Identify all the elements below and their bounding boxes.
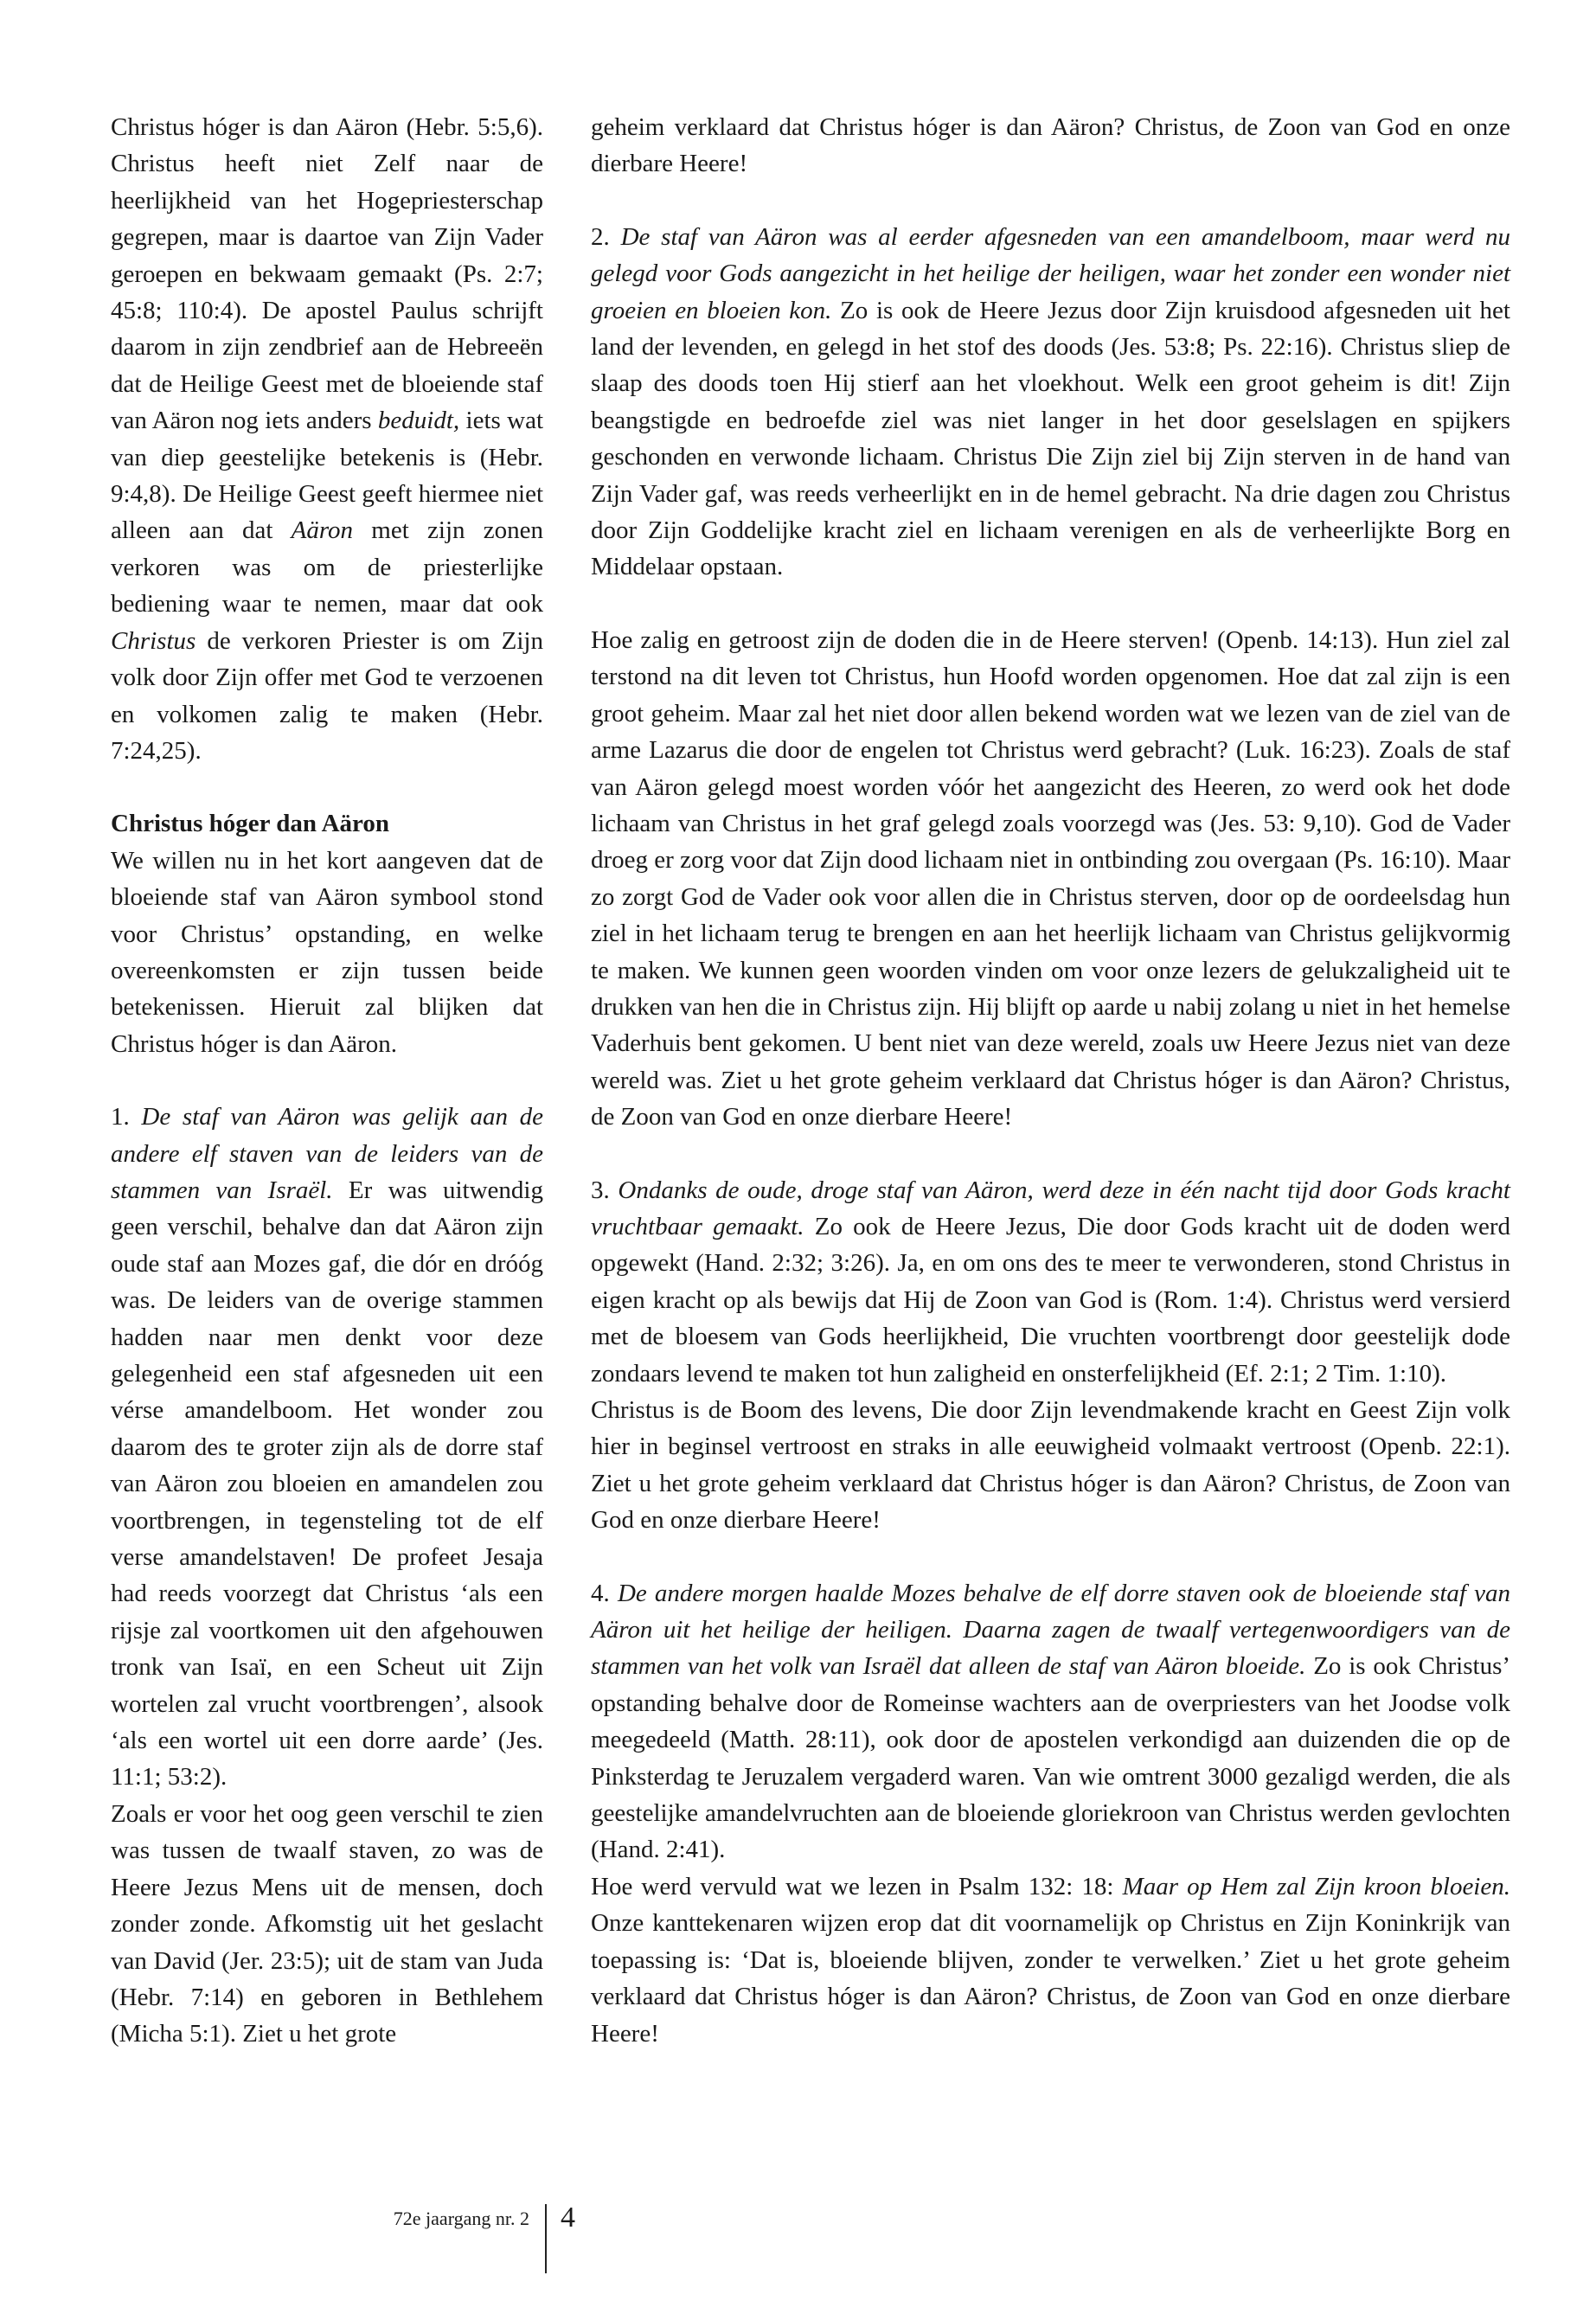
left-column (111, 109, 543, 2053)
point-4: 4. De andere morgen haalde Mozes behalve de elf dorre staven ook de bloeiende staf van Aäron uit het heilige der heiligen. Daarna zagen de twaalf vertegenwoordigers van de stammen van het volk van Israël dat alleen de staf van Aäron bloeide. Zo is ook Christus’ opstanding behalve door de Romeinse wachters aan de overpriesters van het Joodse volk meegedeeld (Matth. 28:11), ook door de apostelen verkondigd aan duizenden die op de Pinksterdag te Jeruzalem vergaderd waren. Van wie omtrent 3000 gezaligd werden, die als geestelijke amandelvruchten aan de bloeiende gloriekroon van Christus werden gevlochten (Hand. 2:41). (591, 1579, 1511, 1864)
paragraph-overview: We willen nu in het kort aangeven dat de bloeiende staf van Aäron symbool stond voor Christus’ opstanding, en welke overeenkomsten er zijn tussen beide betekenissen. Hieruit zal blijken dat Christus hóger is dan Aäron. (111, 846, 543, 1058)
paragraph-continuation: geheim verklaard dat Christus hóger is dan Aäron? Christus, de Zoon van God en onze dierbare Heere! (591, 113, 1510, 178)
point-2: 2. De staf van Aäron was al eerder afgesneden van een amandelboom, maar werd nu gelegd voor Gods aangezicht in het heilige der heiligen, waar het zonder een wonder niet groeien en bloeien kon. Zo is ook de Heere Jezus door Zijn kruisdood afgesneden uit het land der levenden, en gelegd in het stof des doods (Jes. 53:8; Ps. 22:16). Christus sliep de slaap des doods toen Hij stierf aan het vloekhout. Welk een groot geheim is dit! Zijn beangstigde en bedroefde ziel was niet langer in het door geselslagen en spijkers geschonden en verwonde lichaam. Christus Die Zijn ziel bij Zijn sterven in de hand van Zijn Vader gaf, was reeds verheerlijkt en in de hemel gebracht. Na drie dagen zou Christus door Zijn Goddelijke kracht ziel en lichaam verenigen en als de verheerlijkte Borg en Middelaar opstaan. (591, 222, 1511, 581)
issue-label: 72e jaargang nr. 2 (393, 2208, 529, 2229)
paragraph-twelve-staves: Zoals er voor het oog geen verschil te zien was tussen de twaalf staven, zo was de Heere Jezus Mens uit de mensen, doch zonder zonde. Afkomstig uit het geslacht van David (Jer. 23:5); uit de stam van Juda (Hebr. 7:14) en geboren in Bethlehem (Micha 5:1). Ziet u het grote (111, 1799, 543, 2048)
paragraph-blessed-dead: Hoe zalig en getroost zijn de doden die in de Heere sterven! (Openb. 14:13). Hun ziel zal terstond na dit leven tot Christus, hun Hoofd worden opgenomen. Hoe dat zal zijn is een groot geheim. Maar zal het niet door allen bekend worden wat we lezen van de ziel van de arme Lazarus die door de engelen tot Christus werd gebracht? (Luk. 16:23). Zoals de staf van Aäron gelegd moest worden vóór het aangezicht des Heeren, zo werd ook het dode lichaam van Christus in het graf gelegd zoals voorzegd was (Jes. 53: 9,10). God de Vader droeg er zorg voor dat Zijn dood lichaam niet in ontbinding zou overgaan (Ps. 16:10). Maar zo zorgt God de Vader ook voor allen die in Christus sterven, door op de oordeelsdag hun ziel in het lichaam terug te brengen en aan het heerlijk lichaam van Christus gelijkvormig te maken. We kunnen geen woorden vinden om voor onze lezers de gelukzaligheid uit te drukken van hen die in Christus zijn. Hij blijft op aarde u nabij zolang u niet in het hemelse Vaderhuis bent gekomen. U bent niet van deze wereld, zoals uw Heere Jezus niet van deze wereld was. Ziet u het grote geheim verklaard dat Christus hóger is dan Aäron? Christus, de Zoon van God en onze dierbare Heere! (591, 625, 1510, 1131)
paragraph-tree-of-life: Christus is de Boom des levens, Die door Zijn levendmakende kracht en Geest Zijn volk hier in beginsel vertroost en straks in alle eeuwigheid volmaakt vertroost (Openb. 22:1). Ziet u het grote geheim verklaard dat Christus hóger is dan Aäron? Christus, de Zoon van God en onze dierbare Heere! (591, 1396, 1510, 1535)
section-heading: Christus hóger dan Aäron (111, 810, 390, 838)
paragraph-intro: Christus hóger is dan Aäron (Hebr. 5:5,6). Christus heeft niet Zelf naar de heerlijkheid van het Hogepriesterschap gegrepen, maar is daartoe van Zijn Vader geroepen en bekwaam gemaakt (Ps. 2:7; 45:8; 110:4). De apostel Paulus schrijft daarom in zijn zendbrief aan de Hebreeën dat de Heilige Geest met de bloeiende staf van Aäron nog iets anders beduidt, iets wat van diep geestelijke betekenis is (Hebr. 9:4,8). De Heilige Geest geeft hiermee niet alleen aan dat Aäron met zijn zonen verkoren was om de priesterlijke bediening waar te nemen, maar dat ook Christus de verkoren Priester is om Zijn volk door Zijn offer met God te verzoenen en volkomen zalig te maken (Hebr. 7:24,25). (111, 113, 543, 765)
page-footer (0, 2204, 1596, 2273)
page-number: 4 (561, 2202, 575, 2234)
point-3: 3. Ondanks de oude, droge staf van Aäron, werd deze in één nacht tijd door Gods kracht vruchtbaar gemaakt. Zo ook de Heere Jezus, Die door Gods kracht uit de doden werd opgewekt (Hand. 2:32; 3:26). Ja, en om ons des te meer te verwonderen, stond Christus in eigen kracht op als bewijs dat Hij de Zoon van God is (Rom. 1:4). Christus werd versierd met de bloesem van Gods heerlijkheid, Die vruchten voortbrengt door geestelijk dode zondaars levend te maken tot hun zaligheid en onsterfelijkheid (Ef. 2:1; 2 Tim. 1:10). (591, 1176, 1510, 1388)
right-column (591, 109, 1510, 2052)
paragraph-psalm: Hoe werd vervuld wat we lezen in Psalm 132: 18: Maar op Hem zal Zijn kroon bloeien. Onze kanttekenaren wijzen erop dat dit voornamelijk op Christus en Zijn Koninkrijk van toepassing is: ‘Dat is, bloeiende blijven, zonder te verwelken.’ Ziet u het grote geheim verklaard dat Christus hóger is dan Aäron? Christus, de Zoon van God en onze dierbare Heere! (591, 1872, 1510, 2048)
footer-divider (545, 2204, 547, 2273)
point-1: 1. De staf van Aäron was gelijk aan de andere elf staven van de leiders van de stammen van Israël. Er was uitwendig geen verschil, behalve dan dat Aäron zijn oude staf aan Mozes gaf, die dór en dróóg was. De leiders van de overige stammen hadden naar men denkt voor deze gelegenheid een staf afgesneden uit een vérse amandelboom. Het wonder zou daarom des te groter zijn als de dorre staf van Aäron zou bloeien en amandelen zou voortbrengen, in tegensteling tot de elf verse amandelstaven! De profeet Jesaja had reeds voorzegt dat Christus ‘als een rijsje zal voortkomen uit den afgehouwen tronk van Isaï, en een Scheut uit Zijn wortelen zal vrucht voortbrengen’, alsook ‘als een wortel uit een dorre aarde’ (Jes. 11:1; 53:2). (111, 1103, 543, 1791)
